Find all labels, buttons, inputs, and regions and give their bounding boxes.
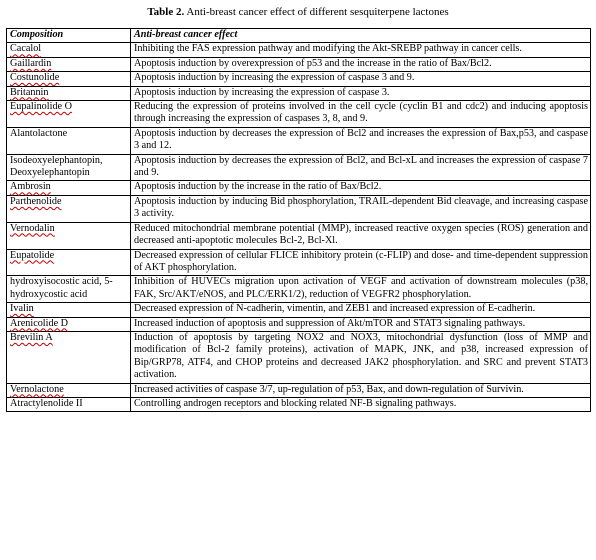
composition-name: Isodeoxyelephantopin, Deoxyelephantopin [10, 154, 103, 179]
table-row [7, 317, 591, 331]
effect-cell: Inhibition of HUVECs migration upon activation of VEGF and activation of downstream molecules (p38, FAK, Src/AKT/eNOS, and PLC/ERK1/2), reduction of VEGFR2 phosphorylation. [131, 276, 591, 303]
composition-name: Ivalin [10, 303, 34, 315]
header-composition: Composition [7, 29, 131, 43]
effect-cell: Apoptosis induction by decreases the expression of Bcl2, and Bcl-xL and increases the expression of caspase 7 and 9. [131, 154, 591, 181]
table-row [7, 154, 591, 181]
composition-cell [7, 249, 131, 276]
effect-cell: Inhibiting the FAS expression pathway and modifying the Akt-SREBP pathway in cancer cells. [131, 43, 591, 57]
composition-cell [7, 101, 131, 128]
composition-name: Alantolactone [10, 127, 68, 139]
composition-name: Parthenolide [10, 195, 62, 207]
effect-cell: Apoptosis induction by increasing the expression of caspase 3. [131, 86, 591, 100]
composition-cell [7, 181, 131, 195]
header-effect: Anti-breast cancer effect [131, 29, 591, 43]
effect-cell: Increased activities of caspase 3/7, up-regulation of p53, Bax, and down-regulation of Survivin. [131, 383, 591, 397]
composition-name: Vernolactone [10, 383, 64, 395]
table-row [7, 383, 591, 397]
table-row [7, 195, 591, 222]
composition-name: Britannin [10, 86, 49, 98]
table-row [7, 222, 591, 249]
composition-name: Ambrosin [10, 181, 51, 193]
composition-cell [7, 303, 131, 317]
table-row [7, 276, 591, 303]
effect-cell: Reduced mitochondrial membrane potential (MMP), increased reactive oxygen species (ROS) generation and decreased anti-apoptotic molecules Bcl-2, Bcl-Xl. [131, 222, 591, 249]
table-row [7, 43, 591, 57]
composition-cell [7, 72, 131, 86]
composition-cell [7, 127, 131, 154]
composition-cell [7, 43, 131, 57]
composition-cell [7, 383, 131, 397]
composition-name: Eupatolide [10, 249, 55, 261]
composition-cell [7, 331, 131, 383]
table-header-row [7, 29, 591, 43]
table-row [7, 101, 591, 128]
effect-cell: Apoptosis induction by increasing the expression of caspase 3 and 9. [131, 72, 591, 86]
table-row [7, 331, 591, 383]
composition-name: Vernodalin [10, 222, 55, 234]
table-row [7, 127, 591, 154]
composition-cell [7, 276, 131, 303]
effect-cell: Apoptosis induction by inducing Bid phosphorylation, TRAIL-dependent Bid cleavage, and increasing caspase 3 activity. [131, 195, 591, 222]
table-row [7, 249, 591, 276]
composition-cell [7, 57, 131, 71]
table-row [7, 181, 591, 195]
effect-cell: Decreased expression of N-cadherin, vimentin, and ZEB1 and increased expression of E-cadherin. [131, 303, 591, 317]
table-caption [0, 0, 596, 20]
table-row [7, 397, 591, 411]
effect-cell: Reducing the expression of proteins involved in the cell cycle (cyclin B1 and cdc2) and inducing apoptosis through increasing the expression of caspases 3, 8, and 9. [131, 101, 591, 128]
effect-cell: Increased induction of apoptosis and suppression of Akt/mTOR and STAT3 signaling pathways. [131, 317, 591, 331]
composition-cell [7, 222, 131, 249]
caption-label: Table 2. [147, 6, 185, 18]
effect-cell: Decreased expression of cellular FLICE inhibitory protein (c-FLIP) and dose- and time-dependent suppression of AKT phosphorylation. [131, 249, 591, 276]
composition-cell [7, 86, 131, 100]
effect-cell: Controlling androgen receptors and blocking related NF-B signaling pathways. [131, 397, 591, 411]
composition-cell [7, 397, 131, 411]
composition-name: Eupalinolide O [10, 101, 72, 113]
effect-cell: Apoptosis induction by the increase in the ratio of Bax/Bcl2. [131, 181, 591, 195]
composition-name: Arenicolide D [10, 317, 68, 329]
composition-name: Brevilin A [10, 331, 53, 343]
composition-name: hydroxyisocostic acid, 5-hydroxycostic acid [10, 276, 113, 300]
composition-cell [7, 154, 131, 181]
composition-name: Gaillardin [10, 57, 52, 69]
composition-cell [7, 195, 131, 222]
composition-name: Atractylenolide II [10, 397, 83, 409]
effect-cell: Apoptosis induction by overexpression of p53 and the increase in the ratio of Bax/Bcl2. [131, 57, 591, 71]
effect-cell: Induction of apoptosis by targeting NOX2 and NOX3, mitochondrial dysfunction (loss of MMP and modification of Bcl-2 family proteins), activation of MAPK, JNK, and p38, increased expression of Bip/GRP78, ATF4, and CHOP proteins and decreased JAK2 phosphorylation. and SRC and prevent STAT3 activation. [131, 331, 591, 383]
composition-name: Costunolide [10, 72, 60, 84]
sesquiterpene-table [6, 28, 591, 412]
table-row [7, 72, 591, 86]
table-row [7, 57, 591, 71]
composition-cell [7, 317, 131, 331]
caption-text: Anti-breast cancer effect of different sesquiterpene lactones [184, 6, 449, 18]
effect-cell: Apoptosis induction by decreases the expression of Bcl2 and increases the expression of Bax,p53, and caspase 3 and 12. [131, 127, 591, 154]
table-row [7, 86, 591, 100]
composition-name: Cacalol [10, 43, 42, 55]
table-row [7, 303, 591, 317]
